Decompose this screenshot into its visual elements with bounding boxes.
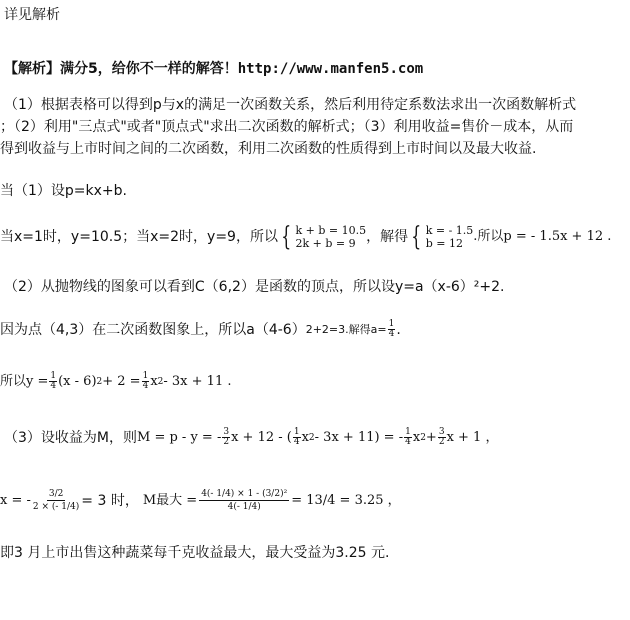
system-b: { k = - 1.5 b = 12	[411, 222, 474, 252]
part3-expr	[4, 428, 498, 447]
m-label: M最大 =	[142, 492, 198, 508]
x-prefix: x = -	[0, 492, 31, 508]
part2-point	[0, 320, 401, 339]
y-tail: - 3x + 11 .	[163, 373, 232, 389]
m-expression: M = p - y = - $\frac{3}{2}$ x + 12 - ( $\frac{1}{4}$ x 2 - 3x + 11) = - $\frac{1}{4}$ x 2 + $\frac{3}{2}$ x + 1 ，	[137, 427, 499, 447]
conclusion: 即3 月上市出售这种蔬菜每千克收益最大，最大受益为3.25 元.	[0, 545, 390, 561]
analysis-tag: 【解析】	[4, 61, 60, 77]
intro-line-1: （1）根据表格可以得到p与x的满足一次函数关系，然后利用待定系数法求出一次函数解析式	[4, 97, 577, 113]
part2-point-end: .	[396, 321, 401, 338]
y-frac-2: $\frac{1}{4}$	[142, 371, 149, 391]
x-fraction: $\frac{3/2}{2 \times (- 1/4)}$	[32, 489, 80, 512]
y-mid2: + 2 =	[102, 373, 141, 389]
part1-set: 当（1）设p=kx+b.	[0, 183, 127, 199]
y-prefix: 所以y =	[0, 373, 49, 389]
part1-solve: ，解得	[366, 229, 409, 245]
part1-system	[0, 224, 611, 250]
system-a: { k + b = 10.5 2k + b = 9	[281, 222, 367, 252]
part1-cond: 当x=1时，y=10.5；当x=2时，y=9，所以	[0, 229, 278, 245]
analysis-heading	[4, 60, 423, 78]
a-fraction: $\frac{1}{4}$	[388, 319, 395, 339]
sys-b-row2: b = 12	[425, 237, 463, 250]
part2-point-b: 2+2=3.解得a=	[305, 322, 387, 336]
sys-b-row1: k = - 1.5	[425, 224, 474, 237]
m-fraction: $\frac{\text{4(- 1/4) × 1 - (3/2)²}}{4(- 1/4)}$	[201, 489, 288, 512]
part2-vertex: （2）从抛物线的图象可以看到C（6,2）是函数的顶点，所以设y=a（x-6）²+2.	[4, 279, 505, 295]
part2-point-a: 因为点（4,3）在二次函数图象上，所以a（4-6）	[0, 321, 306, 338]
sys-a-row2: 2k + b = 9	[295, 237, 356, 250]
y-end: x	[150, 373, 158, 389]
y-frac-1: $\frac{1}{4}$	[50, 371, 57, 391]
sys-a-row1: k + b = 10.5	[295, 224, 367, 237]
y-mid1: (x - 6)	[58, 373, 97, 389]
intro-line-3: 得到收益与上市时间之间的二次函数，利用二次函数的性质得到上市时间以及最大收益.	[0, 141, 537, 157]
header-text: 详见解析	[4, 7, 60, 23]
part1-result: .所以p = - 1.5x + 12 .	[473, 229, 612, 244]
intro-line-2: ；（2）利用"三点式"或者"顶点式"求出二次函数的解析式；（3）利用收益=售价－成本，从而	[0, 119, 574, 135]
part3-prefix: （3）设收益为M，则	[4, 429, 137, 446]
x-result: = 3 时，	[81, 492, 139, 509]
analysis-url: http://www.manfen5.com	[237, 61, 424, 77]
analysis-slogan: 满分5，给你不一样的解答！	[60, 61, 238, 77]
part3-max	[0, 488, 401, 513]
m-result: = 13/4 = 3.25 ，	[291, 492, 401, 508]
part2-y: 所以y = $\frac{1}{4}$ (x - 6) 2 + 2 = $\frac{1}{4}$ x 2 - 3x + 11 .	[0, 371, 232, 391]
